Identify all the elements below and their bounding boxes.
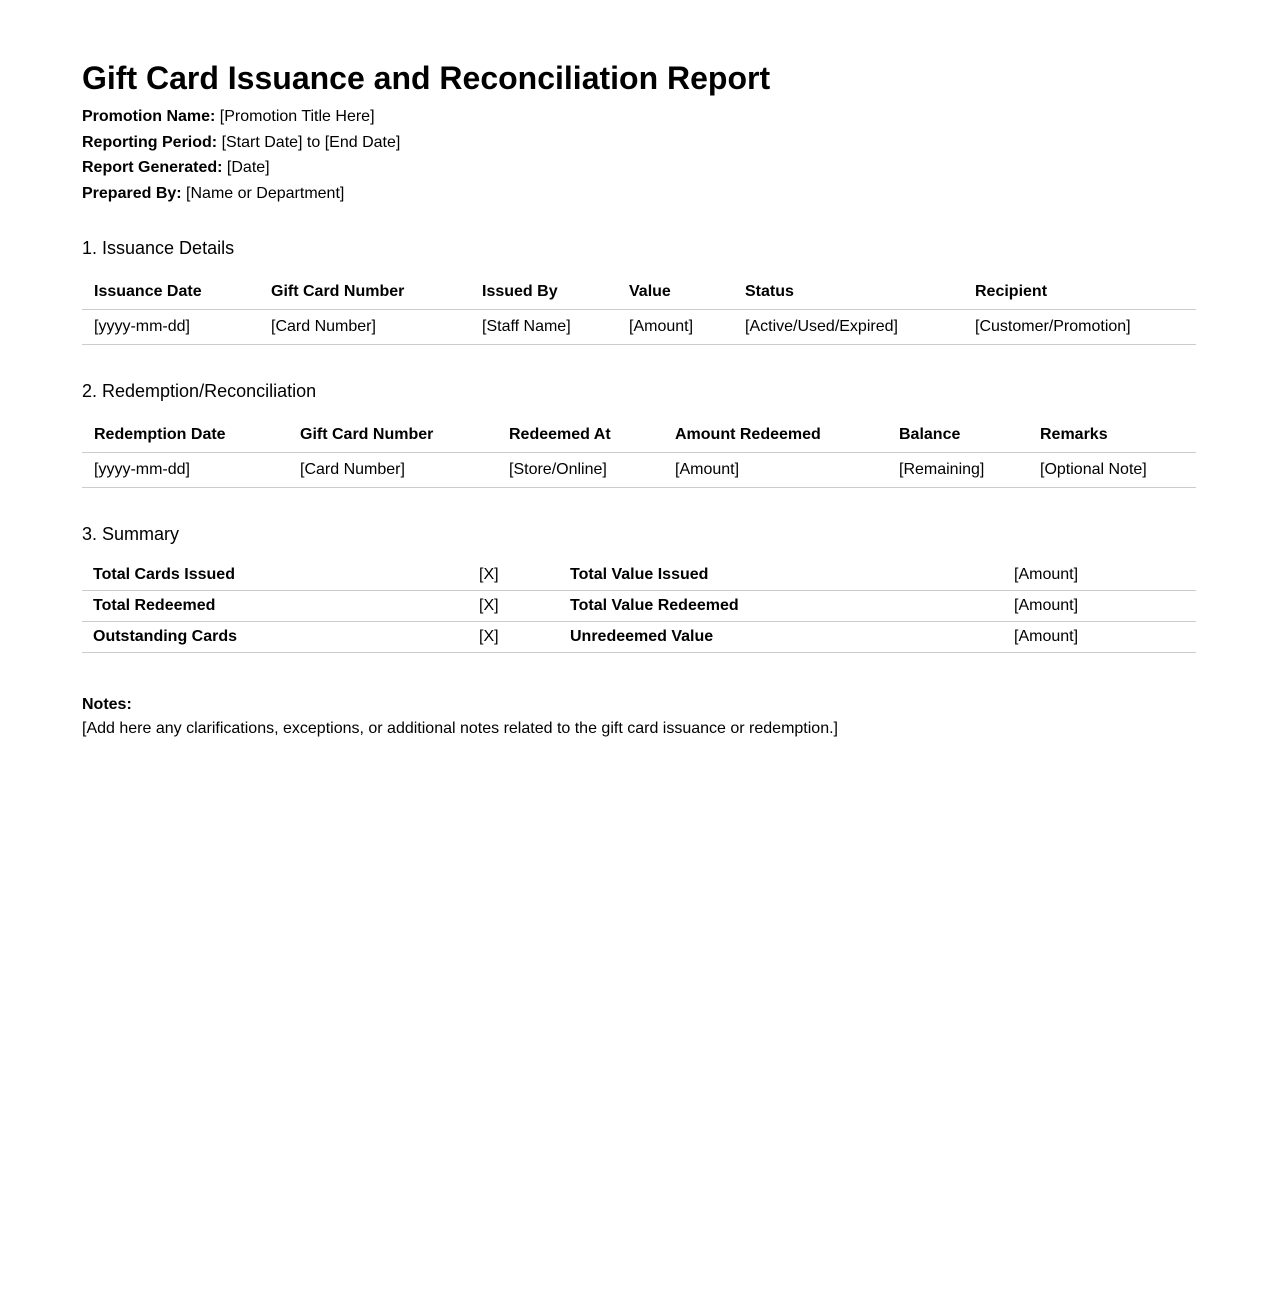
table-cell: [yyyy-mm-dd]	[82, 310, 259, 345]
meta-value: [Name or Department]	[186, 184, 345, 202]
meta-value: [Promotion Title Here]	[219, 108, 375, 125]
meta-label: Promotion Name:	[82, 108, 216, 125]
section-heading: 1. Issuance Details	[82, 238, 235, 258]
table-cell: [Store/Online]	[497, 453, 663, 488]
meta-reporting-period	[82, 130, 1196, 156]
table-header-row	[82, 418, 1196, 453]
meta-label: Prepared By:	[82, 184, 182, 202]
meta-prepared-by	[82, 181, 1196, 207]
redemption-table	[82, 418, 1196, 488]
table-header-row	[82, 275, 1196, 310]
column-header: Issued By	[470, 275, 617, 310]
table-cell: [Optional Note]	[1028, 453, 1196, 488]
page-title: Gift Card Issuance and Reconciliation Report	[82, 60, 771, 96]
redemption-section	[82, 379, 1196, 488]
report-meta	[82, 104, 1196, 206]
summary-value: [Amount]	[1003, 622, 1196, 653]
summary-value: [X]	[468, 591, 559, 622]
summary-row	[82, 560, 1196, 591]
summary-table	[82, 560, 1196, 653]
summary-section	[82, 522, 1196, 653]
table-cell: [Amount]	[663, 453, 887, 488]
summary-value: [Amount]	[1003, 591, 1196, 622]
meta-label: Reporting Period:	[82, 133, 218, 151]
table-cell: [Staff Name]	[470, 310, 617, 345]
notes-text: [Add here any clarifications, exceptions, or additional notes related to the gift card issuance or redemption.]	[82, 720, 838, 737]
report-page	[82, 58, 1196, 741]
table-cell: [yyyy-mm-dd]	[82, 453, 288, 488]
column-header: Redeemed At	[497, 418, 663, 453]
table-row	[82, 453, 1196, 488]
table-cell: [Card Number]	[259, 310, 470, 345]
issuance-table	[82, 275, 1196, 345]
column-header: Value	[617, 275, 733, 310]
summary-label: Total Value Redeemed	[559, 591, 1003, 622]
summary-label: Total Cards Issued	[82, 560, 468, 591]
column-header: Issuance Date	[82, 275, 259, 310]
summary-label: Outstanding Cards	[82, 622, 468, 653]
notes-section	[82, 693, 1196, 741]
issuance-section	[82, 236, 1196, 345]
summary-value: [Amount]	[1003, 560, 1196, 591]
column-header: Balance	[887, 418, 1028, 453]
section-heading: 2. Redemption/Reconciliation	[82, 381, 317, 401]
column-header: Remarks	[1028, 418, 1196, 453]
meta-value: [Start Date] to [End Date]	[221, 133, 401, 151]
column-header: Gift Card Number	[259, 275, 470, 310]
notes-label: Notes:	[82, 696, 132, 713]
column-header: Gift Card Number	[288, 418, 497, 453]
table-cell: [Amount]	[617, 310, 733, 345]
column-header: Redemption Date	[82, 418, 288, 453]
summary-value: [X]	[468, 622, 559, 653]
meta-promotion-name	[82, 104, 1196, 130]
meta-value: [Date]	[226, 159, 270, 176]
summary-label: Unredeemed Value	[559, 622, 1003, 653]
column-header: Status	[733, 275, 963, 310]
column-header: Recipient	[963, 275, 1196, 310]
table-cell: [Card Number]	[288, 453, 497, 488]
summary-value: [X]	[468, 560, 559, 591]
column-header: Amount Redeemed	[663, 418, 887, 453]
summary-label: Total Redeemed	[82, 591, 468, 622]
meta-label: Report Generated:	[82, 159, 223, 176]
table-cell: [Customer/Promotion]	[963, 310, 1196, 345]
table-row	[82, 310, 1196, 345]
summary-row	[82, 591, 1196, 622]
table-cell: [Remaining]	[887, 453, 1028, 488]
summary-label: Total Value Issued	[559, 560, 1003, 591]
section-heading: 3. Summary	[82, 524, 180, 544]
table-cell: [Active/Used/Expired]	[733, 310, 963, 345]
meta-report-generated	[82, 155, 1196, 181]
summary-row	[82, 622, 1196, 653]
